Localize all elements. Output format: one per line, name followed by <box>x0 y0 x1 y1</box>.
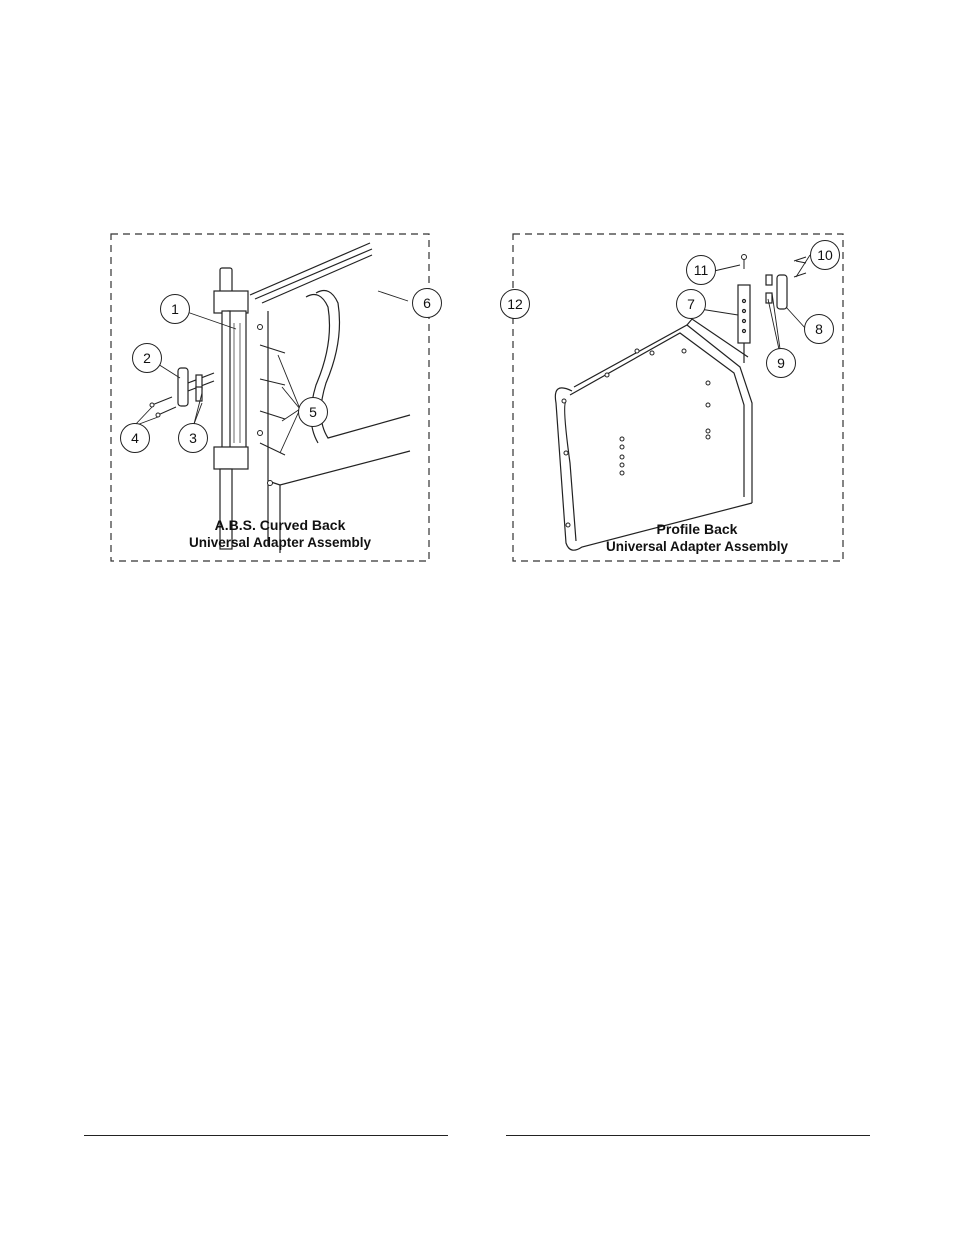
footer-rule-left <box>84 1135 448 1136</box>
callout-7: 7 <box>676 289 706 319</box>
callout-5: 5 <box>298 397 328 427</box>
abs-curved-back-figure <box>110 233 430 563</box>
bracket-screws <box>742 255 807 278</box>
callout-6: 6 <box>412 288 442 318</box>
abs-curved-back-drawing <box>110 233 430 563</box>
footer-rule-right <box>506 1135 870 1136</box>
callout-12: 12 <box>500 289 530 319</box>
rail-channel <box>214 268 248 549</box>
callout-2: 2 <box>132 343 162 373</box>
figure-subtitle: Universal Adapter Assembly <box>605 539 789 554</box>
back-screws <box>260 345 285 455</box>
callout-9: 9 <box>766 348 796 378</box>
callout-1: 1 <box>160 294 190 324</box>
shell-holes <box>562 349 710 527</box>
callout-11: 11 <box>686 255 716 285</box>
figure-caption <box>170 517 390 551</box>
figure-title: A.B.S. Curved Back <box>214 517 346 533</box>
profile-back-drawing <box>512 233 844 563</box>
callout-10: 10 <box>810 240 840 270</box>
curved-back-shell <box>250 243 410 553</box>
figure-caption <box>582 521 812 555</box>
figure-title: Profile Back <box>656 521 738 537</box>
callout-4: 4 <box>120 423 150 453</box>
adapter-post <box>178 368 214 406</box>
figure-subtitle: Universal Adapter Assembly <box>188 535 372 550</box>
panel-border <box>111 234 429 561</box>
leader-lines <box>700 255 810 363</box>
callout-8: 8 <box>804 314 834 344</box>
profile-back-figure <box>507 233 844 563</box>
left-screws <box>150 397 176 417</box>
panel-border <box>513 234 843 561</box>
callout-3: 3 <box>178 423 208 453</box>
